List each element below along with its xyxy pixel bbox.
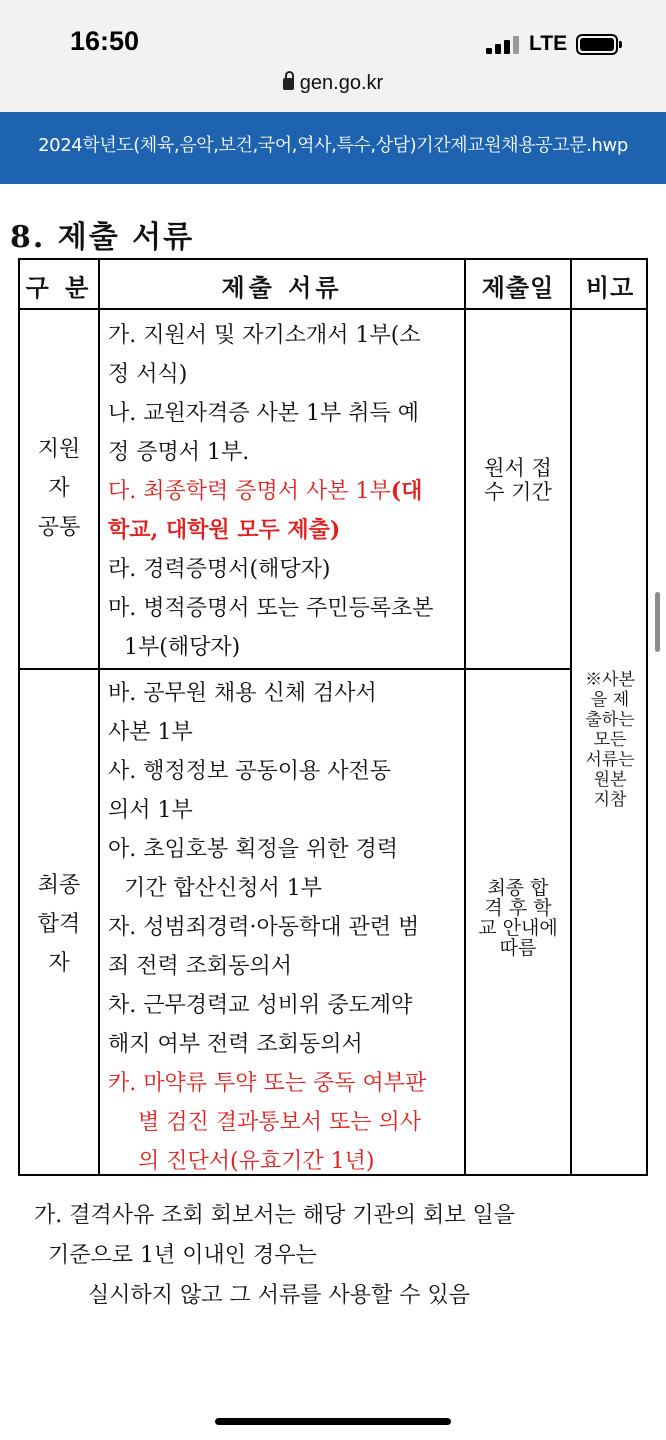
list-item: 나. 교원자격증 사본 1부 취득 예 — [108, 401, 419, 426]
remarks-note: ※사본 을 제 출하는 모든 서류는 원본 지참 — [585, 670, 635, 810]
row-category-final: 최종 합격 자 — [37, 873, 81, 976]
section-title: 8. 제출 서류 — [10, 220, 195, 255]
list-item-highlight: 카. 마약류 투약 또는 중독 여부판 — [108, 1071, 427, 1096]
row-items-final: 바. 공무원 채용 신체 검사서 사본 1부 사. 행정정보 공동이용 사전동 의서 1부 아. 초임호봉 획정을 위한 경력 기간 합산신청서 1부 자. 성범죄경력·아동학대 관련 범 죄 전력 조회동의서 차. 근무경력교 성비위 중도계약 해지 여부 전력 조회동의서 카. 마약류 투약 또는 중독 여부판 별 검진 결과통보서 또는 의사 의 진단서(유효기간 1년) — [108, 674, 462, 1181]
header-date: 제출일 — [481, 272, 555, 302]
list-item: 바. 공무원 채용 신체 검사서 — [108, 681, 377, 706]
list-item: 마. 병적증명서 또는 주민등록초본 — [108, 596, 434, 621]
list-item: 자. 성범죄경력·아동학대 관련 범 — [108, 915, 420, 940]
document-title: 2024학년도(체육,음악,보건,국어,역사,특수,상담)기간제교원채용공고문.hwp — [38, 135, 628, 156]
signal-icon — [486, 36, 520, 54]
list-item: 사. 행정정보 공동이용 사전동 — [108, 759, 391, 784]
document-title-bar — [0, 112, 666, 184]
lock-icon — [283, 78, 294, 90]
home-indicator[interactable] — [215, 1418, 451, 1425]
list-item: 차. 근무경력교 성비위 중도계약 — [108, 993, 413, 1018]
row-items-common: 가. 지원서 및 자기소개서 1부(소 정 서식) 나. 교원자격증 사본 1부 취득 예 정 증명서 1부. 다. 최종학력 증명서 사본 1부(대 학교, 대학원 모두 제출) 라. 경력증명서(해당자) 마. 병적증명서 또는 주민등록초본 1부(해당자) — [108, 316, 462, 667]
list-item: 라. 경력증명서(해당자) — [108, 557, 331, 582]
scrollbar[interactable] — [655, 592, 660, 652]
status-time: 16:50 — [70, 26, 140, 56]
header-remarks: 비고 — [585, 272, 635, 302]
documents-table — [18, 258, 648, 1176]
row-date-final: 최종 합 격 후 학 교 안내에 따름 — [478, 877, 558, 959]
status-bar — [0, 0, 666, 112]
url-text: gen.go.kr — [299, 72, 384, 94]
header-documents: 제출 서류 — [221, 272, 343, 302]
network-type: LTE — [529, 32, 568, 55]
row-category-common: 지원 자 공통 — [37, 437, 81, 540]
footnote: 가. 결격사유 조회 회보서는 해당 기관의 회보 일을 기준으로 1년 이내인 경우는 실시하지 않고 그 서류를 사용할 수 있음 — [34, 1203, 515, 1308]
list-item-highlight: 다. 최종학력 증명서 사본 1부(대 — [108, 478, 423, 504]
address-bar[interactable] — [0, 72, 666, 95]
header-category: 구 분 — [25, 272, 93, 302]
list-item: 가. 지원서 및 자기소개서 1부(소 — [108, 323, 421, 348]
row-date-common: 원서 접 수 기간 — [484, 456, 552, 504]
list-item: 아. 초임호봉 획정을 위한 경력 — [108, 837, 398, 862]
battery-icon — [576, 34, 618, 55]
